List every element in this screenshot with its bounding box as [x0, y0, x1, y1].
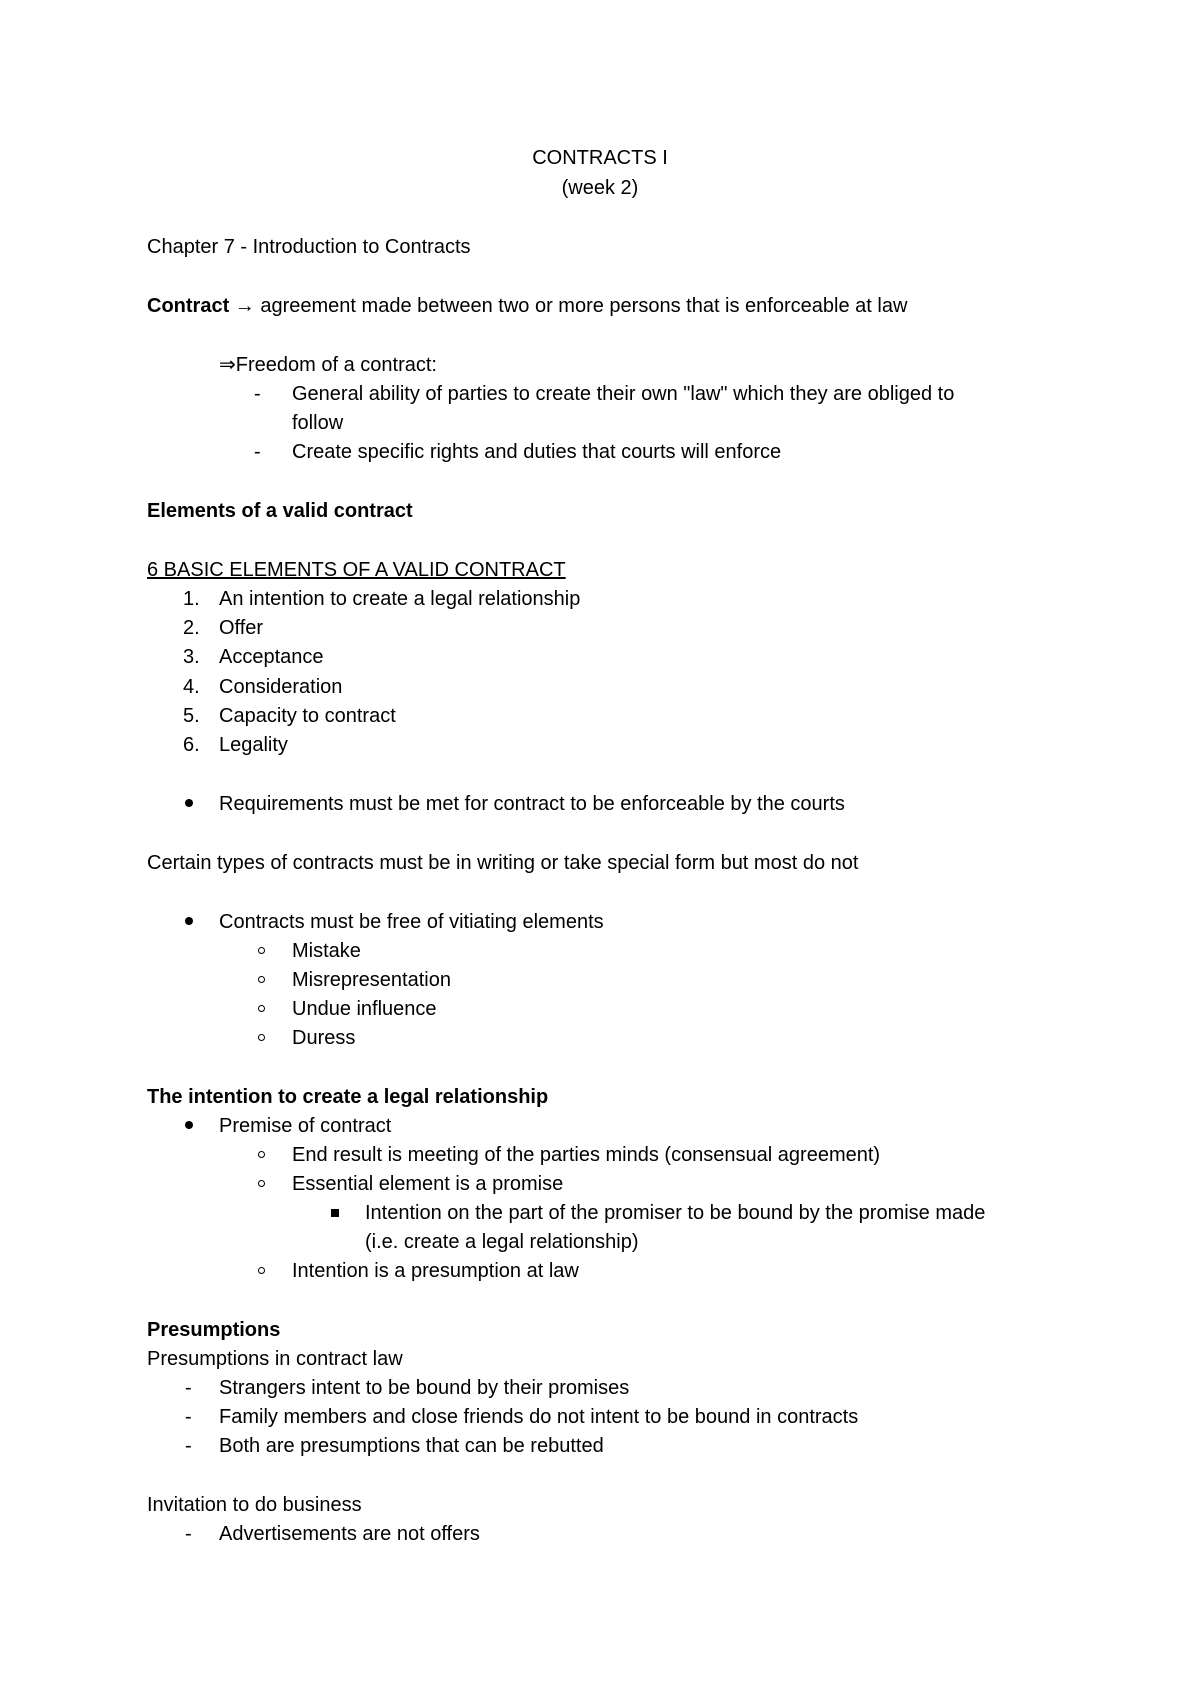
element-item: Capacity to contract [219, 705, 396, 727]
bullet-circle [258, 1151, 265, 1158]
dash-marker: - [185, 1435, 192, 1457]
vitiating-item: Mistake [292, 940, 361, 962]
intention-sub-2: Essential element is a promise [292, 1173, 564, 1195]
list-number: 2. [183, 617, 200, 639]
presumption-item: Both are presumptions that can be rebutted [219, 1435, 604, 1457]
list-number: 6. [183, 734, 200, 756]
intention-sub-2-item-line-1: Intention on the part of the promiser to be bound by the promise made [365, 1202, 986, 1224]
writing-note: Certain types of contracts must be in writing or take special form but most do not [147, 852, 859, 874]
bullet-dot [185, 1121, 193, 1129]
bullet-circle [258, 1034, 265, 1041]
bullet-circle [258, 976, 265, 983]
dash-marker: - [185, 1406, 192, 1428]
presumption-item: Strangers intent to be bound by their promises [219, 1377, 630, 1399]
element-item: Legality [219, 734, 288, 756]
intention-sub-1: End result is meeting of the parties minds (consensual agreement) [292, 1144, 881, 1166]
vitiating-item: Duress [292, 1027, 356, 1049]
freedom-item-1-line-1: General ability of parties to create their own "law" which they are obliged to [292, 383, 955, 405]
element-item: Acceptance [219, 646, 324, 668]
elements-subheading: 6 BASIC ELEMENTS OF A VALID CONTRACT [147, 559, 566, 581]
element-item: An intention to create a legal relationship [219, 588, 581, 610]
element-item: Consideration [219, 676, 343, 698]
bullet-circle [258, 1180, 265, 1187]
elements-heading: Elements of a valid contract [147, 500, 413, 522]
list-number: 1. [183, 588, 200, 610]
definition-term: Contract [147, 295, 230, 317]
bullet-circle [258, 947, 265, 954]
intention-bullet: Premise of contract [219, 1115, 392, 1137]
list-number: 5. [183, 705, 200, 727]
freedom-item-2: Create specific rights and duties that courts will enforce [292, 441, 782, 463]
presumption-item: Family members and close friends do not intent to be bound in contracts [219, 1406, 859, 1428]
dash-marker: - [254, 441, 261, 463]
vitiating-item: Misrepresentation [292, 969, 451, 991]
bullet-square [331, 1209, 339, 1217]
freedom-heading: ⇒Freedom of a contract: [219, 354, 437, 376]
requirements-note: Requirements must be met for contract to be enforceable by the courts [219, 793, 845, 815]
intention-sub-2-item-line-2: (i.e. create a legal relationship) [365, 1231, 639, 1253]
bullet-circle [258, 1005, 265, 1012]
document-title: CONTRACTS I [532, 147, 668, 169]
contract-definition [147, 292, 907, 320]
presumptions-subheading: Presumptions in contract law [147, 1348, 403, 1370]
intention-heading: The intention to create a legal relationship [147, 1086, 549, 1108]
bullet-dot [185, 917, 193, 925]
chapter-heading: Chapter 7 - Introduction to Contracts [147, 236, 471, 258]
list-number: 4. [183, 676, 200, 698]
intention-sub-3: Intention is a presumption at law [292, 1260, 579, 1282]
definition-text: agreement made between two or more persons that is enforceable at law [260, 295, 908, 317]
bullet-dot [185, 799, 193, 807]
vitiating-text: Contracts must be free of vitiating elements [219, 911, 604, 933]
dash-marker: - [185, 1523, 192, 1545]
invitation-item: Advertisements are not offers [219, 1523, 480, 1545]
definition-arrow: → [234, 295, 255, 317]
invitation-heading: Invitation to do business [147, 1494, 362, 1516]
freedom-item-1-line-2: follow [292, 412, 344, 434]
presumptions-heading: Presumptions [147, 1319, 281, 1341]
dash-marker: - [185, 1377, 192, 1399]
document-subtitle: (week 2) [561, 177, 639, 199]
bullet-circle [258, 1267, 265, 1274]
vitiating-item: Undue influence [292, 998, 437, 1020]
dash-marker: - [254, 383, 261, 405]
list-number: 3. [183, 646, 200, 668]
element-item: Offer [219, 617, 264, 639]
